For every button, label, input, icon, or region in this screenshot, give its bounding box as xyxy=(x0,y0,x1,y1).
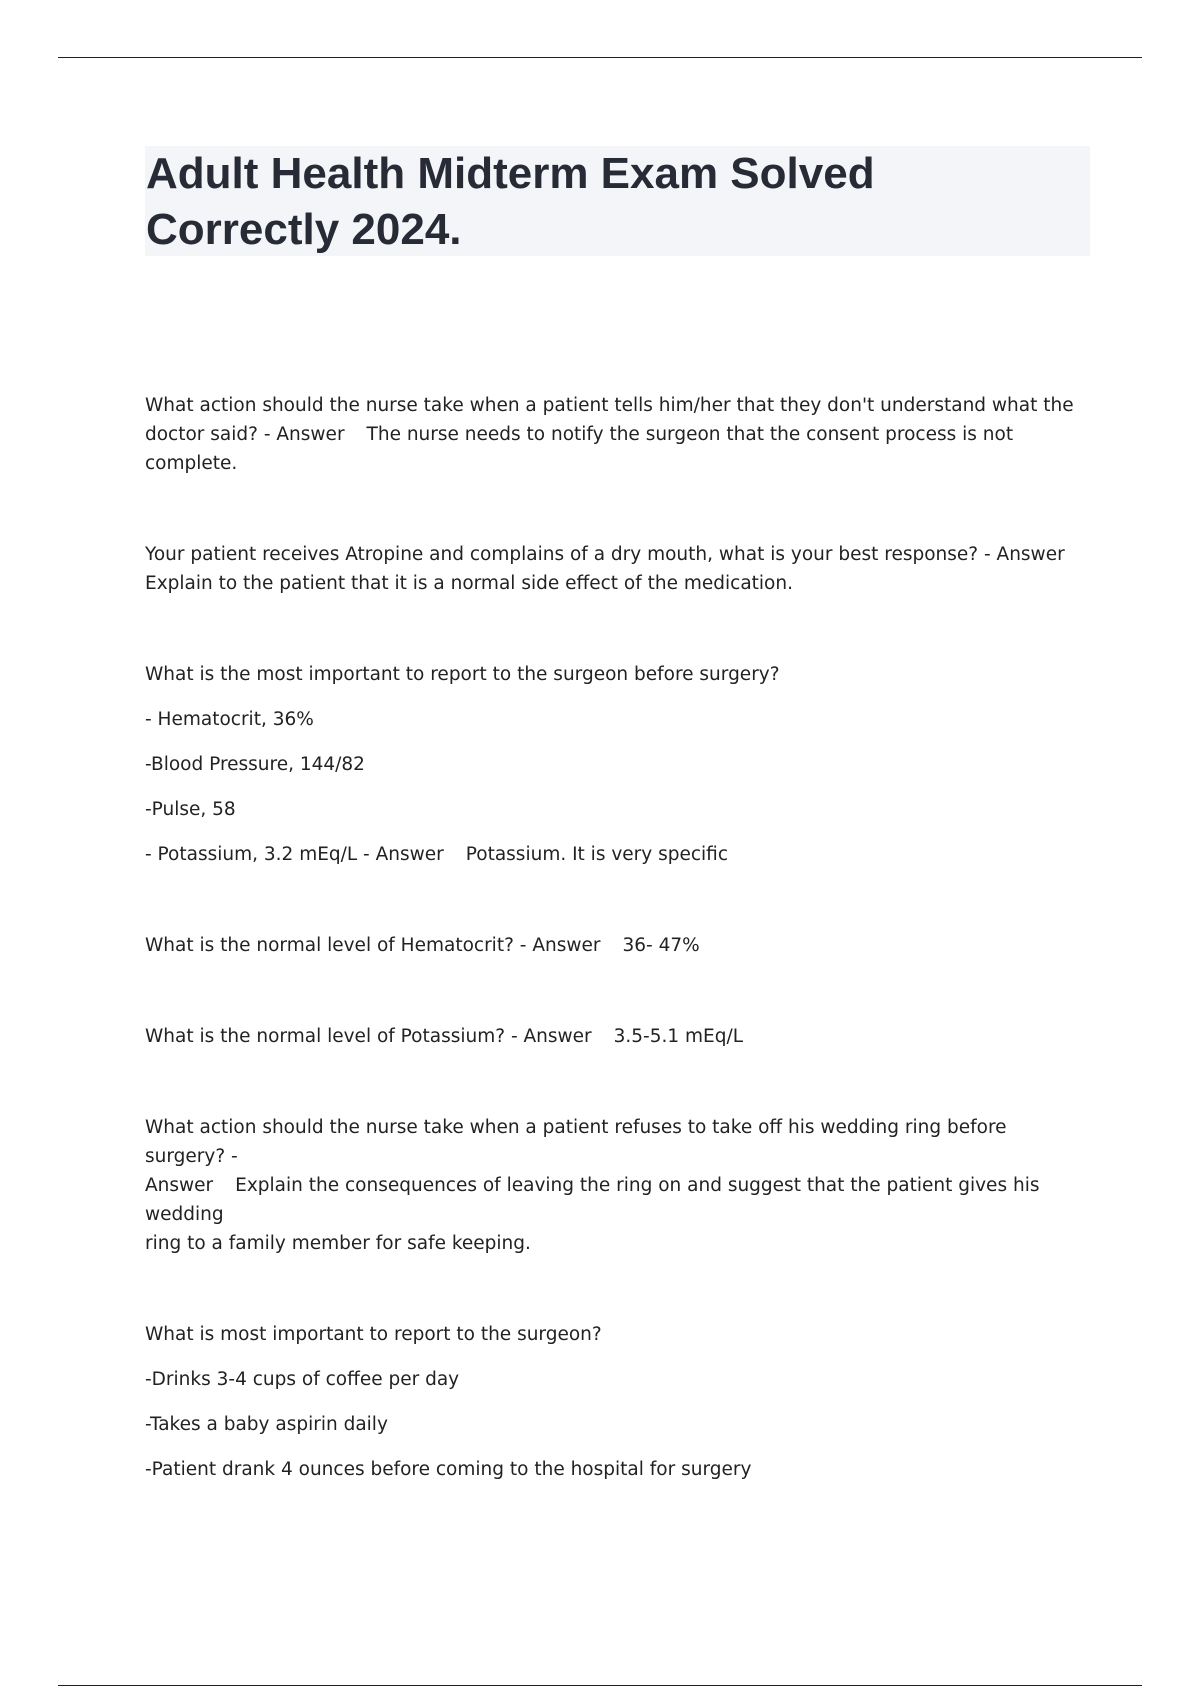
qa-item-hematocrit-normal xyxy=(145,931,1090,960)
option-coffee: -Drinks 3-4 cups of coffee per day xyxy=(145,1369,460,1390)
qa-item-report-to-surgeon xyxy=(145,1320,1090,1484)
question-line: What action should the nurse take when a patient refuses to take off his wedding ring before surgery? - xyxy=(145,1117,1007,1167)
option-potassium: - Potassium, 3.2 mEq/L - Answer xyxy=(145,844,444,865)
question-text: What is most important to report to the surgeon? xyxy=(145,1324,602,1345)
title-line-1: Adult Health Midterm Exam Solved xyxy=(146,149,875,198)
qa-item-consent xyxy=(145,391,1090,478)
top-divider xyxy=(58,57,1142,58)
option-hematocrit: - Hematocrit, 36% xyxy=(145,709,314,730)
answer-text: The nurse needs to notify the surgeon that the consent process is not complete. xyxy=(145,424,1014,474)
title-line-2: Correctly 2024. xyxy=(146,205,462,254)
question-text: What is the most important to report to the surgeon before surgery? xyxy=(145,664,780,685)
question-text: What is the normal level of Potassium? - Answer xyxy=(145,1026,592,1047)
question-answer-line xyxy=(145,420,1090,478)
option-pulse: -Pulse, 58 xyxy=(145,799,236,820)
option-aspirin: -Takes a baby aspirin daily xyxy=(145,1414,388,1435)
question-answer-line xyxy=(145,1022,1090,1051)
qa-item-wedding-ring xyxy=(145,1113,1090,1258)
question-line: What action should the nurse take when a patient tells him/her that they don't understand what the xyxy=(145,395,1074,416)
question-answer-line xyxy=(145,1171,1090,1229)
question-answer-line xyxy=(145,931,1090,960)
question-text: Your patient receives Atropine and complains of a dry mouth, what is your best response? - Answer xyxy=(145,544,1065,565)
answer-text: Explain to the patient that it is a normal side effect of the medication. xyxy=(145,573,793,594)
answer-text-continued: ring to a family member for safe keeping. xyxy=(145,1233,531,1254)
question-text: doctor said? - Answer xyxy=(145,424,345,445)
qa-item-atropine xyxy=(145,540,1090,598)
question-text: Answer xyxy=(145,1175,214,1196)
bottom-divider xyxy=(58,1685,1142,1686)
option-blood-pressure: -Blood Pressure, 144/82 xyxy=(145,754,365,775)
option-drank-before-surgery: -Patient drank 4 ounces before coming to the hospital for surgery xyxy=(145,1459,752,1480)
question-text: What is the normal level of Hematocrit? - Answer xyxy=(145,935,601,956)
answer-text: Potassium. It is very specific xyxy=(465,844,729,865)
document-title xyxy=(146,146,1086,258)
answer-text: 3.5-5.1 mEq/L xyxy=(613,1026,744,1047)
qa-list xyxy=(145,391,1090,1546)
qa-item-potassium-normal xyxy=(145,1022,1090,1051)
answer-text: Explain the consequences of leaving the ring on and suggest that the patient gives his wedding xyxy=(145,1175,1040,1225)
option-potassium-answer xyxy=(145,840,1090,869)
qa-item-report-before-surgery xyxy=(145,660,1090,869)
answer-text: 36- 47% xyxy=(622,935,700,956)
